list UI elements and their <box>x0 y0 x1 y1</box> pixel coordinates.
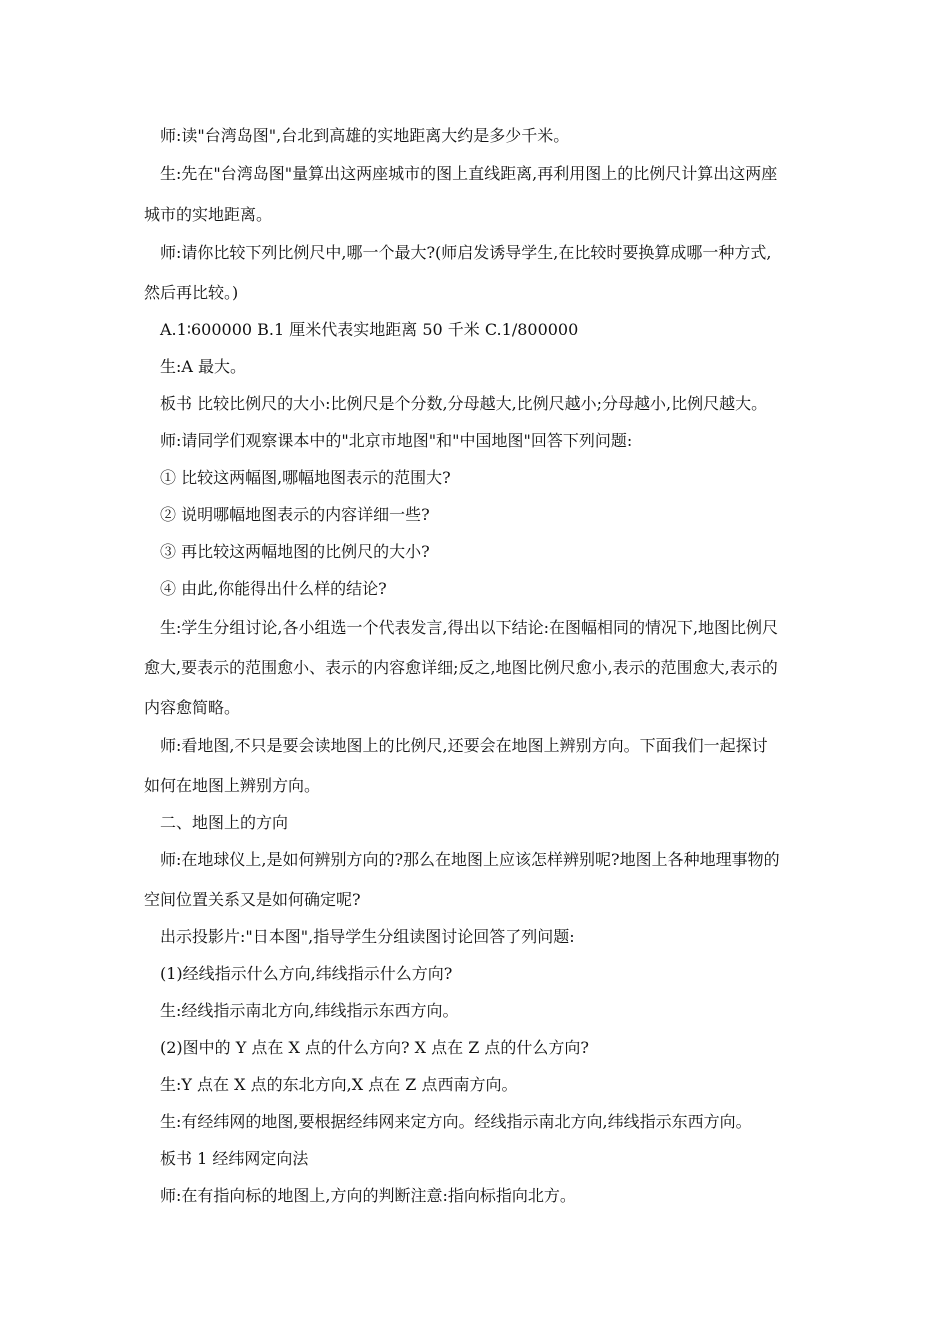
section-heading: 二、地图上的方向 <box>160 813 289 832</box>
paragraph-line: 如何在地图上辨别方向。 <box>144 776 321 795</box>
paragraph-line: 城市的实地距离。 <box>144 205 273 224</box>
list-item: ④ 由此,你能得出什么样的结论? <box>160 579 387 598</box>
paragraph-line: 师:在地球仪上,是如何辨别方向的?那么在地图上应该怎样辨别呢?地图上各种地理事物的 <box>160 850 780 869</box>
paragraph-line: 愈大,要表示的范围愈小、表示的内容愈详细;反之,地图比例尺愈小,表示的范围愈大,表示的 <box>144 658 778 677</box>
paragraph-line: 然后再比较。) <box>144 283 239 302</box>
paragraph-line: 生:经线指示南北方向,纬线指示东西方向。 <box>160 1001 459 1020</box>
list-item: ② 说明哪幅地图表示的内容详细一些? <box>160 505 430 524</box>
paragraph-line: 板书 比较比例尺的大小:比例尺是个分数,分母越大,比例尺越小;分母越小,比例尺越大。 <box>160 394 768 413</box>
paragraph-line: (1)经线指示什么方向,纬线指示什么方向? <box>160 964 453 983</box>
paragraph-line: 师:请同学们观察课本中的"北京市地图"和"中国地图"回答下列问题: <box>160 431 633 450</box>
paragraph-line: 生:Y 点在 X 点的东北方向,X 点在 Z 点西南方向。 <box>160 1075 518 1094</box>
paragraph-line: 板书 1 经纬网定向法 <box>160 1149 309 1168</box>
paragraph-line: 生:学生分组讨论,各小组选一个代表发言,得出以下结论:在图幅相同的情况下,地图比例尺 <box>160 618 779 637</box>
paragraph-line: 师:看地图,不只是要会读地图上的比例尺,还要会在地图上辨别方向。下面我们一起探讨 <box>160 736 768 755</box>
paragraph-line: A.1∶600000 B.1 厘米代表实地距离 50 千米 C.1/800000 <box>160 320 579 339</box>
paragraph-line: 生:A 最大。 <box>160 357 247 376</box>
paragraph-line: 师:在有指向标的地图上,方向的判断注意:指向标指向北方。 <box>160 1186 576 1205</box>
paragraph-line: 空间位置关系又是如何确定呢? <box>144 890 361 909</box>
paragraph-line: 出示投影片:"日本图",指导学生分组读图讨论回答了列问题: <box>160 927 575 946</box>
paragraph-line: 师:请你比较下列比例尺中,哪一个最大?(师启发诱导学生,在比较时要换算成哪一种方式, <box>160 243 772 262</box>
list-item: ③ 再比较这两幅地图的比例尺的大小? <box>160 542 430 561</box>
paragraph-line: (2)图中的 Y 点在 X 点的什么方向? X 点在 Z 点的什么方向? <box>160 1038 589 1057</box>
paragraph-line: 内容愈简略。 <box>144 698 241 717</box>
paragraph-line: 生:有经纬网的地图,要根据经纬网来定方向。经线指示南北方向,纬线指示东西方向。 <box>160 1112 752 1131</box>
list-item: ① 比较这两幅图,哪幅地图表示的范围大? <box>160 468 451 487</box>
paragraph-line: 师:读"台湾岛图",台北到高雄的实地距离大约是多少千米。 <box>160 126 570 145</box>
paragraph-line: 生:先在"台湾岛图"量算出这两座城市的图上直线距离,再利用图上的比例尺计算出这两座 <box>160 164 778 183</box>
